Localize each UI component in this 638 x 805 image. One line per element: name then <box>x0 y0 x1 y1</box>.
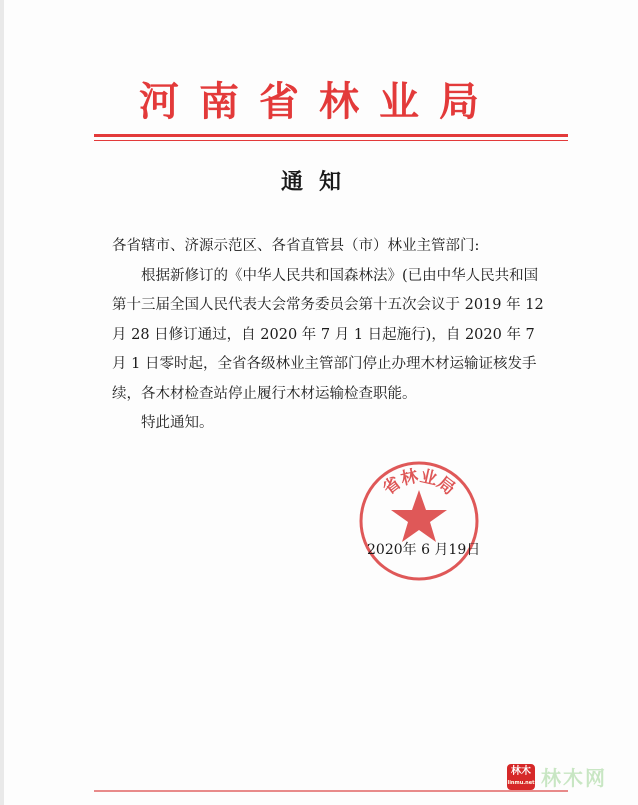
seal-star-icon <box>391 490 447 542</box>
letterhead-title: 河南省林业局 <box>139 79 499 125</box>
watermark-badge-sub: linmu.net <box>507 780 535 786</box>
seal-text: 省林业局 <box>379 466 459 500</box>
notice-body <box>112 232 552 439</box>
issue-date: 2020年 6 月19日 <box>367 542 481 558</box>
watermark-badge <box>507 764 535 790</box>
letterhead-rule-thick <box>94 134 568 137</box>
official-seal <box>356 458 482 584</box>
letterhead-rule-thin <box>94 140 568 141</box>
body-paragraph: 根据新修订的《中华人民共和国森林法》(已由中华人民共和国第十三届全国人民代表大会常务委员会第十五次会议于 2019 年 12 月 28 日修订通过，自 2020 年 7 月 1 日起施行)，自 2020 年 7 月 1 日零时起，全省各级林业主管部门停止办理木材运输证核发手续，各木材检查站停止履行木材运输检查职能。 <box>112 267 544 402</box>
page-edge <box>0 0 4 805</box>
salutation: 各省辖市、济源示范区、各省直管县（市）林业主管部门: <box>112 238 480 254</box>
closing-phrase: 特此通知。 <box>141 415 214 431</box>
watermark-badge-text: 林木 <box>511 766 531 777</box>
notice-title: 通知 <box>280 169 357 195</box>
footer-rule <box>94 790 568 792</box>
watermark-site-name: 林木网 <box>541 766 607 790</box>
